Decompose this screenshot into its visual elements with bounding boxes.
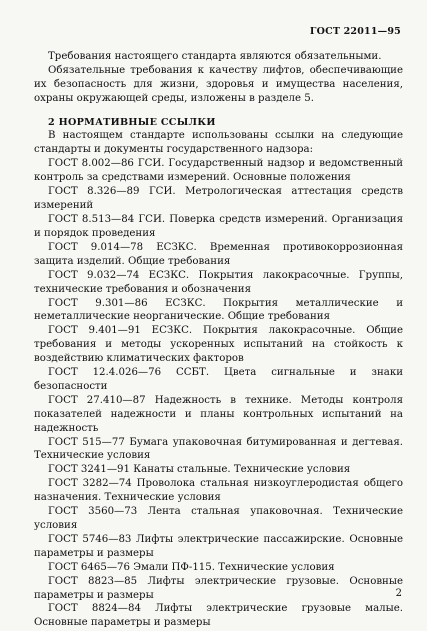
reference-item: ГОСТ 3560—73 Лента стальная упаковочная. Технические условия: [34, 506, 403, 531]
reference-item: ГОСТ 9.014—78 ЕСЗКС. Временная противокоррозионная защита изделий. Общие требования: [34, 241, 403, 267]
reference-item: ГОСТ 12.4.026—76 ССБТ. Цвета сигнальные и знаки безопасности: [34, 367, 403, 392]
intro-paragraph-2: Обязательные требования к качеству лифтов, обеспечивающие их безопасность для жизни, здоровья и имущества населения, охраны окружающей среды, изложены в разделе 5.: [34, 64, 403, 104]
reference-item: ГОСТ 9.301—86 ЕСЗКС. Покрытия металлические и неметаллические неорганические. Общие требования: [34, 297, 403, 323]
reference-item: ГОСТ 8824—84 Лифты электрические грузовые малые. Основные параметры и размеры: [34, 603, 403, 629]
document-body: [34, 50, 403, 630]
reference-item: ГОСТ 3241—91 Канаты стальные. Технические условия: [48, 464, 351, 476]
reference-item: ГОСТ 9.032—74 ЕСЗКС. Покрытия лакокрасочные. Группы, технические требования и обозначения: [34, 269, 403, 295]
intro-paragraph-1: Требования настоящего стандарта являются обязательными.: [48, 51, 382, 62]
reference-item: ГОСТ 8.002—86 ГСИ. Государственный надзор и ведомственный контроль за средствами измерений. Основные положения: [34, 158, 403, 184]
page-number: 2: [395, 588, 402, 599]
section-lead: В настоящем стандарте использованы ссылки на следующие стандарты и документы государственного надзора:: [34, 129, 403, 155]
reference-item: ГОСТ 27.410—87 Надежность в технике. Методы контроля показателей надежности и планы контрольных испытаний на надежность: [34, 394, 403, 434]
section-title: 2 НОРМАТИВНЫЕ ССЫЛКИ: [48, 116, 216, 128]
reference-item: ГОСТ 9.401—91 ЕСЗКС. Покрытия лакокрасочные. Общие требования и методы ускоренных испытаний на стойкость к воздействию климатических факторов: [34, 325, 403, 365]
reference-list: [34, 157, 403, 630]
reference-item: ГОСТ 8.326—89 ГСИ. Метрологическая аттестация средств измерений: [34, 186, 403, 212]
spacer: [34, 106, 403, 116]
reference-item: ГОСТ 3282—74 Проволока стальная низкоуглеродистая общего назначения. Технические условия: [34, 478, 403, 504]
document-header: ГОСТ 22011—95: [309, 26, 401, 37]
reference-item: ГОСТ 8.513—84 ГСИ. Поверка средств измерений. Организация и порядок проведения: [34, 214, 403, 239]
reference-item: ГОСТ 515—77 Бумага упаковочная битумированная и дегтевая. Технические условия: [34, 436, 403, 462]
reference-item: ГОСТ 6465—76 Эмали ПФ-115. Технические условия: [48, 561, 335, 573]
reference-item: ГОСТ 5746—83 Лифты электрические пассажирские. Основные параметры и размеры: [34, 533, 403, 559]
reference-item: ГОСТ 8823—85 Лифты электрические грузовые. Основные параметры и размеры: [34, 575, 403, 601]
